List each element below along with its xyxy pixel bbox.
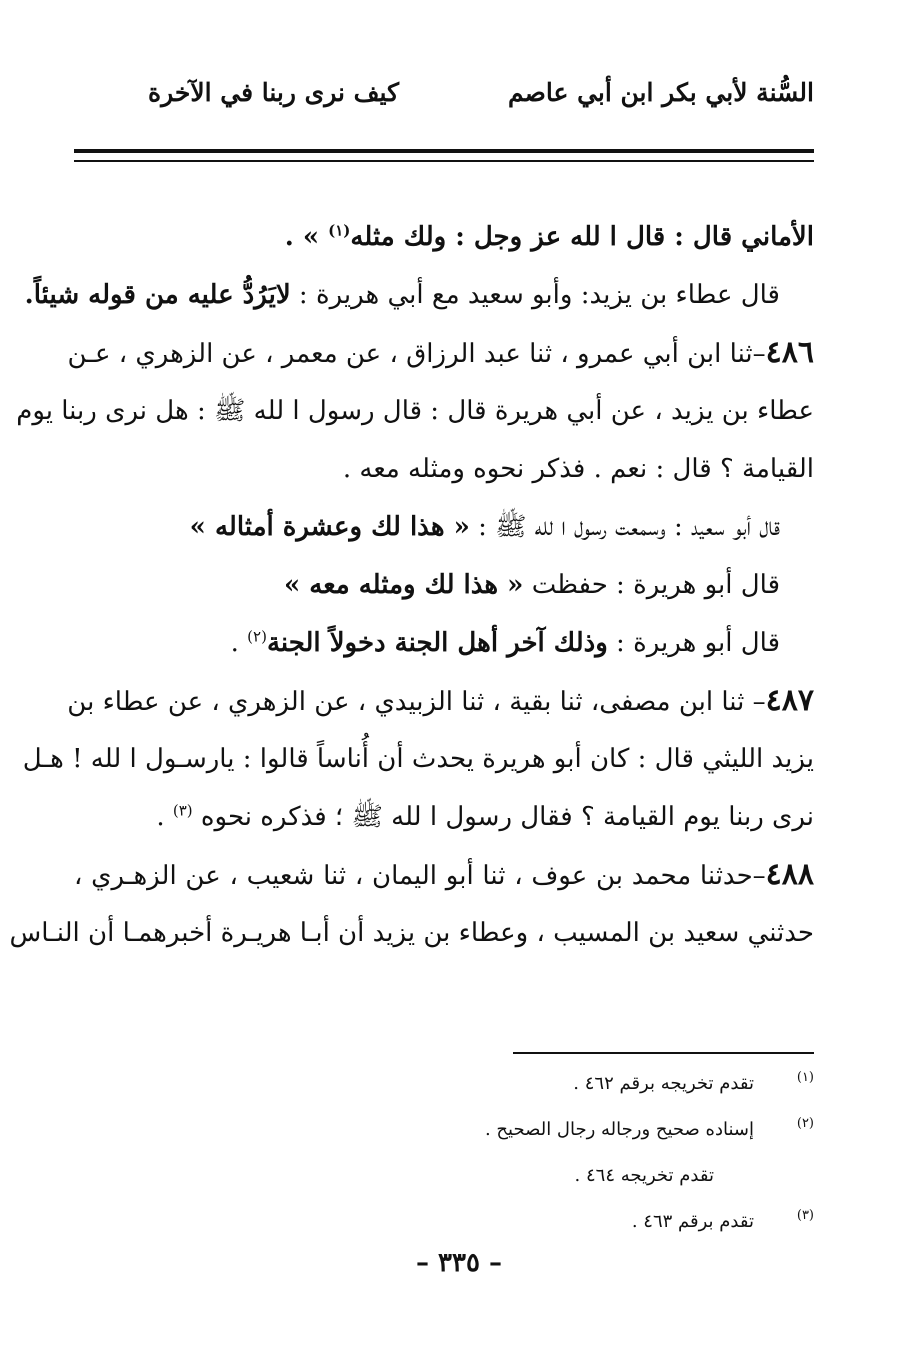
footnote-mark: (٢) [796, 1116, 814, 1131]
running-header [74, 78, 814, 118]
hadith-number: ٤٨٦ [765, 335, 814, 370]
quoted-text: وذلك آخر أهل الجنة دخولاً الجنة [266, 628, 608, 658]
hadith-487-start: ٤٨٧– ثنا ابن مصفى، ثنا بقية ، ثنا الزبيدي ، عن الزهري ، عن عطاء بن [67, 683, 814, 718]
hadith-number: ٤٨٧ [765, 683, 814, 718]
quoted-text: « هذا لك ومثله معه » [283, 570, 524, 600]
text-line: القيامة ؟ قال : نعم . فذكر نحوه ومثله معه . [342, 454, 814, 484]
footnote-ref: (١) [328, 221, 351, 240]
book-title: السُّنة لأبي بكر ابن أبي عاصم [507, 78, 814, 107]
hadith-486-start: ٤٨٦–ثنا ابن أبي عمرو ، ثنا عبد الرزاق ، عن معمر ، عن الزهري ، عـن [67, 335, 814, 370]
footnote-text: تقدم تخريجه برقم ٤٦٢ . [573, 1073, 754, 1094]
text-line: قال أبو هريرة : حفظت « هذا لك ومثله معه » [283, 570, 780, 600]
header-rule-thin [74, 160, 814, 162]
text-line: قال أبو سعيد : وسمعت رسول ا لله ﷺ : « هذا لك وعشرة أمثاله » [189, 512, 780, 542]
footnote-separator [513, 1052, 814, 1054]
footnote-item [434, 1066, 814, 1112]
text-line: قال أبو هريرة : وذلك آخر أهل الجنة دخولاً الجنة$^{(٢)}$ . [230, 627, 780, 658]
page-number: – ٣٣٥ – [415, 1248, 503, 1278]
text-line: نرى ربنا يوم القيامة ؟ فقال رسول ا لله ﷺ ؛ فذكره نحوه $^{(٣)}$ . [156, 801, 814, 832]
quoted-text: « هذا لك وعشرة أمثاله » [189, 512, 470, 542]
footnote-item [434, 1158, 814, 1204]
footnote-mark: (٣) [796, 1208, 814, 1223]
footnote-item [434, 1204, 814, 1250]
text-line: حدثني سعيد بن المسيب ، وعطاء بن يزيد أن أبـا هريـرة أخبرهمـا أن النـاس [9, 918, 814, 948]
quoted-text: لايَرُدُّ عليه من قوله شيئاً. [24, 280, 291, 310]
main-text [9, 208, 814, 962]
footnote-item [434, 1112, 814, 1158]
hadith-number: ٤٨٨ [765, 857, 814, 892]
footnote-ref: (٢) [247, 627, 267, 646]
footnote-mark: (١) [796, 1070, 814, 1085]
text-line: قال عطاء بن يزيد: وأبو سعيد مع أبي هريرة : لايَرُدُّ عليه من قوله شيئاً. [24, 280, 780, 310]
footnote-text: تقدم تخريجه ٤٦٤ . [574, 1165, 714, 1186]
footnotes [434, 1066, 814, 1250]
text-line: يزيد الليثي قال : كان أبو هريرة يحدث أن أُناساً قالوا : يارسـول ا لله ! هـل [22, 744, 814, 774]
text-line: الأماني قال : قال ا لله عز وجل : ولك مثله$^{(١)}$ » . [284, 221, 814, 252]
chapter-title: كيف نرى ربنا في الآخرة [148, 78, 399, 107]
footnote-text: تقدم برقم ٤٦٣ . [631, 1211, 754, 1232]
text-line: عطاء بن يزيد ، عن أبي هريرة قال : قال رسول ا لله ﷺ : هل نرى ربنا يوم [16, 396, 814, 426]
hadith-488-start: ٤٨٨–حدثنا محمد بن عوف ، ثنا أبو اليمان ، ثنا شعيب ، عن الزهـري ، [74, 857, 814, 892]
header-rule-thick [74, 149, 814, 153]
footnote-text: إسناده صحيح ورجاله رجال الصحيح . [484, 1119, 754, 1140]
footnote-ref: (٣) [172, 801, 193, 820]
